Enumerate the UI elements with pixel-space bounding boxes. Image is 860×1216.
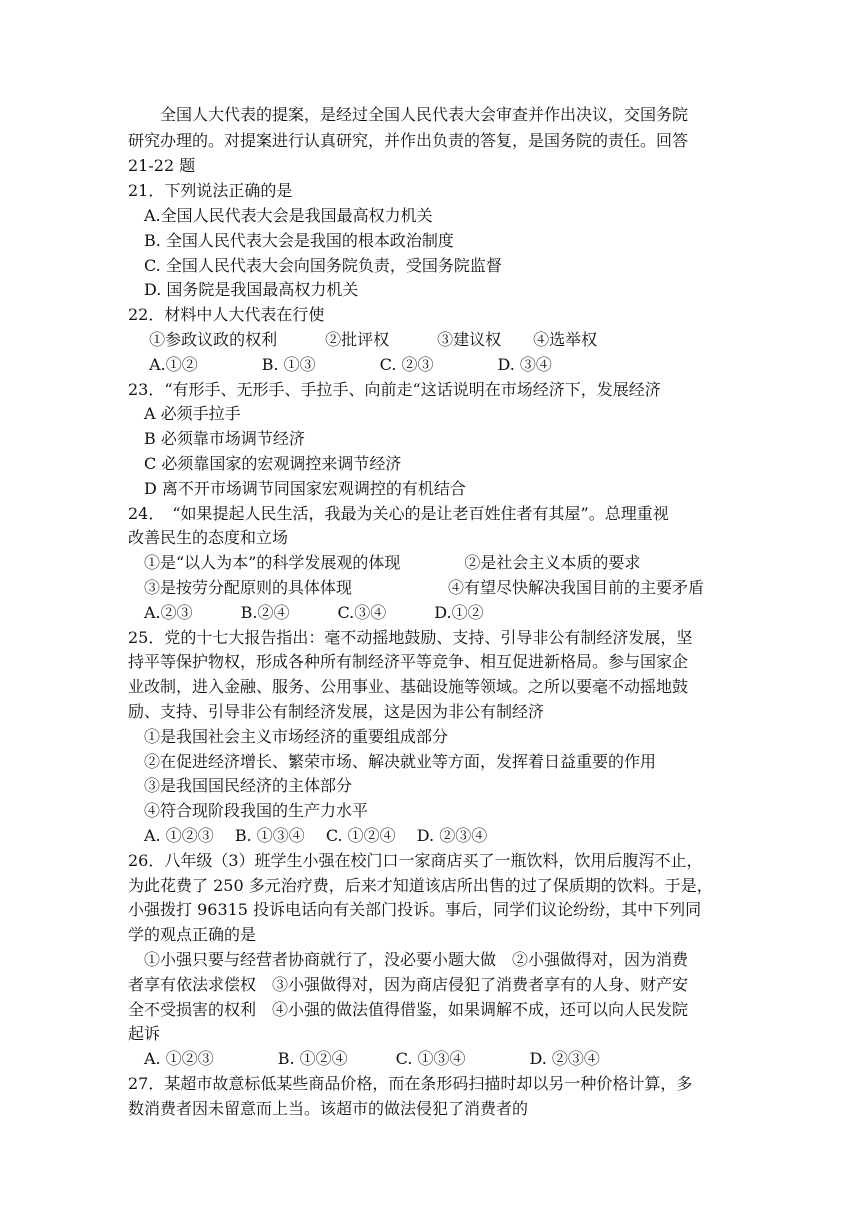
question-24-stem-1: 24． “如果提起人民生活，我最为关心的是让老百姓住者有其屋”。总理重视 bbox=[128, 504, 669, 523]
question-22-options: A.①② B. ①③ C. ②③ D. ③④ bbox=[128, 355, 552, 374]
question-22-items: ①参政议政的权利 ②批评权 ③建议权 ④选举权 bbox=[128, 330, 598, 349]
question-25-stem-2: 持平等保护物权，形成各种所有制经济平等竞争、相互促进新格局。参与国家企 bbox=[128, 652, 689, 671]
intro-line-1: 全国人大代表的提案，是经过全国人民代表大会审查并作出决议，交国务院 bbox=[128, 105, 689, 124]
question-25-stem-4: 励、支持、引导非公有制经济发展，这是因为非公有制经济 bbox=[128, 702, 545, 721]
question-21-option-d: D. 国务院是我国最高权力机关 bbox=[128, 280, 359, 299]
question-24-stem-2: 改善民生的态度和立场 bbox=[128, 528, 289, 547]
question-26-stem-2: 为此花费了 250 多元治疗费，后来才知道该店所出售的过了保质期的饮料。于是， bbox=[128, 876, 713, 895]
question-23-stem: 23．“有形手、无形手、手拉手、向前走“这话说明在市场经济下，发展经济 bbox=[128, 380, 661, 399]
question-24-options: A.②③ B.②④ C.③④ D.①② bbox=[128, 603, 484, 622]
question-25-stem-1: 25．党的十七大报告指出：毫不动摇地鼓励、支持、引导非公有制经济发展，坚 bbox=[128, 628, 693, 647]
question-21-option-a: A.全国人民代表大会是我国最高权力机关 bbox=[128, 206, 433, 225]
question-25-item-3: ③是我国国民经济的主体部分 bbox=[128, 776, 353, 795]
question-23-option-d: D 离不开市场调节同国家宏观调控的有机结合 bbox=[128, 479, 466, 498]
question-25-item-2: ②在促进经济增长、繁荣市场、解决就业等方面，发挥着日益重要的作用 bbox=[128, 752, 657, 771]
question-26-options: A. ①②③ B. ①②④ C. ①③④ D. ②③④ bbox=[128, 1049, 600, 1068]
question-26-stem-4: 学的观点正确的是 bbox=[128, 925, 257, 944]
question-26-stem-1: 26．八年级（3）班学生小强在校门口一家商店买了一瓶饮料，饮用后腹泻不止， bbox=[128, 851, 703, 870]
question-24-items-1: ①是“以人为本”的科学发展观的体现 ②是社会主义本质的要求 bbox=[128, 553, 641, 572]
question-25-item-1: ①是我国社会主义市场经济的重要组成部分 bbox=[128, 727, 449, 746]
intro-line-3: 21-22 题 bbox=[128, 156, 196, 175]
question-26-items-4: 起诉 bbox=[128, 1024, 161, 1043]
question-24-items-2: ③是按劳分配原则的具体体现 ④有望尽快解决我国目前的主要矛盾 bbox=[128, 578, 705, 597]
question-26-items-3: 全不受损害的权利 ④小强的做法值得借鉴，如果调解不成，还可以向人民发院 bbox=[128, 1000, 689, 1019]
question-26-items-2: 者享有依法求偿权 ③小强做得对，因为商店侵犯了消费者享有的人身、财产安 bbox=[128, 975, 689, 994]
intro-line-2: 研究办理的。对提案进行认真研究，并作出负责的答复，是国务院的责任。回答 bbox=[128, 131, 689, 150]
question-23-option-c: C 必须靠国家的宏观调控来调节经济 bbox=[128, 454, 402, 473]
question-26-items-1: ①小强只要与经营者协商就行了，没必要小题大做 ②小强做得对，因为消费 bbox=[128, 950, 689, 969]
question-21-option-b: B. 全国人民代表大会是我国的根本政治制度 bbox=[128, 231, 454, 250]
question-23-option-a: A 必须手拉手 bbox=[128, 404, 241, 423]
question-23-option-b: B 必须靠市场调节经济 bbox=[128, 429, 305, 448]
question-22-stem: 22．材料中人大代表在行使 bbox=[128, 305, 325, 324]
question-27-stem-1: 27．某超市故意标低某些商品价格，而在条形码扫描时却以另一种价格计算，多 bbox=[128, 1074, 693, 1093]
question-21-stem: 21．下列说法正确的是 bbox=[128, 181, 293, 200]
question-21-option-c: C. 全国人民代表大会向国务院负责，受国务院监督 bbox=[128, 256, 502, 275]
question-26-stem-3: 小强拨打 96315 投诉电话向有关部门投诉。事后，同学们议论纷纷，其中下列同 bbox=[128, 900, 702, 919]
question-27-stem-2: 数消费者因未留意而上当。该超市的做法侵犯了消费者的 bbox=[128, 1099, 529, 1118]
question-25-options: A. ①②③ B. ①③④ C. ①②④ D. ②③④ bbox=[128, 826, 488, 845]
question-25-stem-3: 业改制，进入金融、服务、公用事业、基础设施等领域。之所以要毫不动摇地鼓 bbox=[128, 677, 689, 696]
question-25-item-4: ④符合现阶段我国的生产力水平 bbox=[128, 801, 369, 820]
